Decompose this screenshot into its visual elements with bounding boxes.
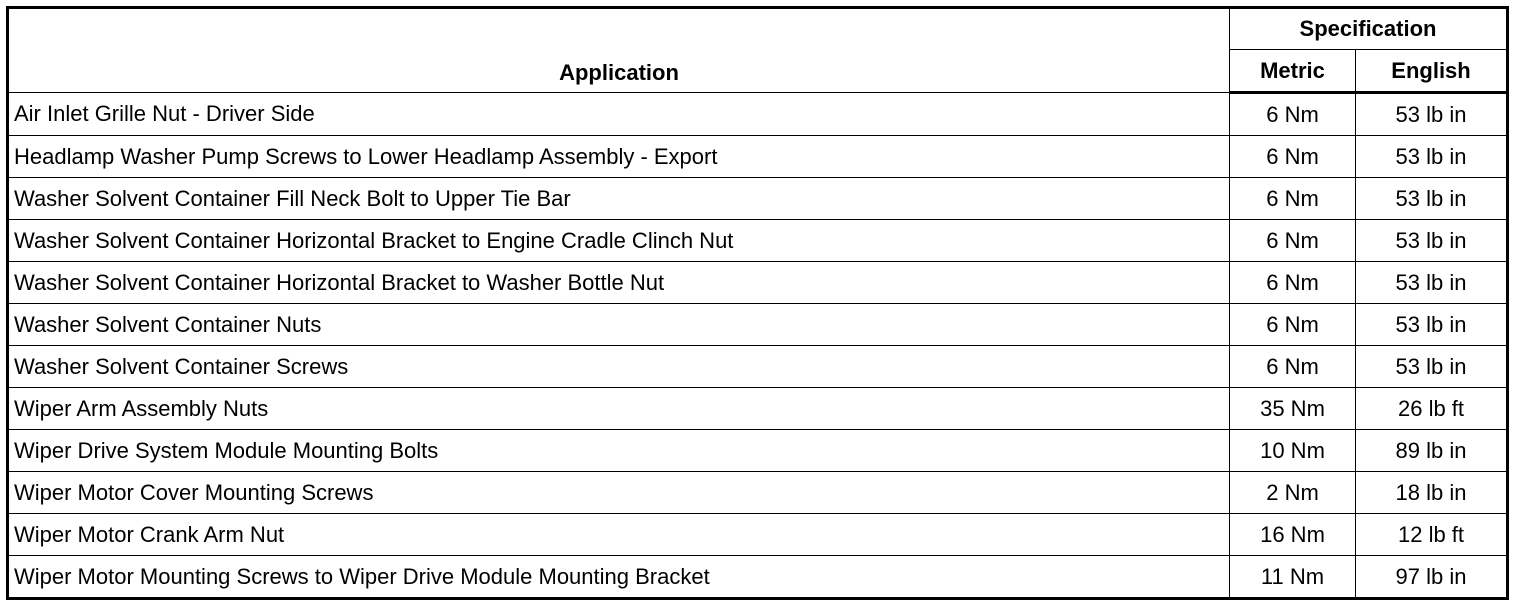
fastener-spec-table	[6, 6, 1509, 600]
application-cell: Washer Solvent Container Nuts	[8, 304, 1230, 346]
metric-cell: 11 Nm	[1230, 556, 1356, 599]
metric-cell: 10 Nm	[1230, 430, 1356, 472]
table-row	[8, 346, 1508, 388]
english-cell: 53 lb in	[1356, 304, 1508, 346]
english-cell: 53 lb in	[1356, 220, 1508, 262]
metric-cell: 16 Nm	[1230, 514, 1356, 556]
table-row	[8, 262, 1508, 304]
application-cell: Wiper Drive System Module Mounting Bolts	[8, 430, 1230, 472]
metric-cell: 6 Nm	[1230, 178, 1356, 220]
specification-column-header: Specification	[1230, 8, 1508, 50]
english-cell: 53 lb in	[1356, 262, 1508, 304]
metric-cell: 35 Nm	[1230, 388, 1356, 430]
table-row	[8, 388, 1508, 430]
table-row	[8, 220, 1508, 262]
table-row	[8, 136, 1508, 178]
english-cell: 53 lb in	[1356, 136, 1508, 178]
metric-cell: 6 Nm	[1230, 93, 1356, 136]
table-body	[8, 93, 1508, 599]
metric-cell: 6 Nm	[1230, 262, 1356, 304]
metric-cell: 2 Nm	[1230, 472, 1356, 514]
metric-cell: 6 Nm	[1230, 304, 1356, 346]
application-cell: Washer Solvent Container Screws	[8, 346, 1230, 388]
table-row	[8, 472, 1508, 514]
application-cell: Washer Solvent Container Horizontal Bracket to Engine Cradle Clinch Nut	[8, 220, 1230, 262]
application-cell: Headlamp Washer Pump Screws to Lower Headlamp Assembly - Export	[8, 136, 1230, 178]
metric-cell: 6 Nm	[1230, 346, 1356, 388]
english-cell: 53 lb in	[1356, 346, 1508, 388]
application-cell: Washer Solvent Container Horizontal Bracket to Washer Bottle Nut	[8, 262, 1230, 304]
english-cell: 53 lb in	[1356, 93, 1508, 136]
application-cell: Wiper Motor Mounting Screws to Wiper Drive Module Mounting Bracket	[8, 556, 1230, 599]
english-cell: 89 lb in	[1356, 430, 1508, 472]
table-row	[8, 556, 1508, 599]
metric-cell: 6 Nm	[1230, 136, 1356, 178]
table-row	[8, 430, 1508, 472]
application-cell: Washer Solvent Container Fill Neck Bolt to Upper Tie Bar	[8, 178, 1230, 220]
english-cell: 53 lb in	[1356, 178, 1508, 220]
application-cell: Air Inlet Grille Nut - Driver Side	[8, 93, 1230, 136]
application-cell: Wiper Arm Assembly Nuts	[8, 388, 1230, 430]
english-cell: 97 lb in	[1356, 556, 1508, 599]
english-cell: 26 lb ft	[1356, 388, 1508, 430]
table-row	[8, 93, 1508, 136]
english-column-header: English	[1356, 50, 1508, 93]
english-cell: 18 lb in	[1356, 472, 1508, 514]
application-cell: Wiper Motor Cover Mounting Screws	[8, 472, 1230, 514]
metric-cell: 6 Nm	[1230, 220, 1356, 262]
table-header	[8, 8, 1508, 93]
application-column-header: Application	[8, 8, 1230, 93]
table-row	[8, 304, 1508, 346]
table-row	[8, 514, 1508, 556]
header-row-top	[8, 8, 1508, 50]
english-cell: 12 lb ft	[1356, 514, 1508, 556]
metric-column-header: Metric	[1230, 50, 1356, 93]
table-row	[8, 178, 1508, 220]
application-cell: Wiper Motor Crank Arm Nut	[8, 514, 1230, 556]
